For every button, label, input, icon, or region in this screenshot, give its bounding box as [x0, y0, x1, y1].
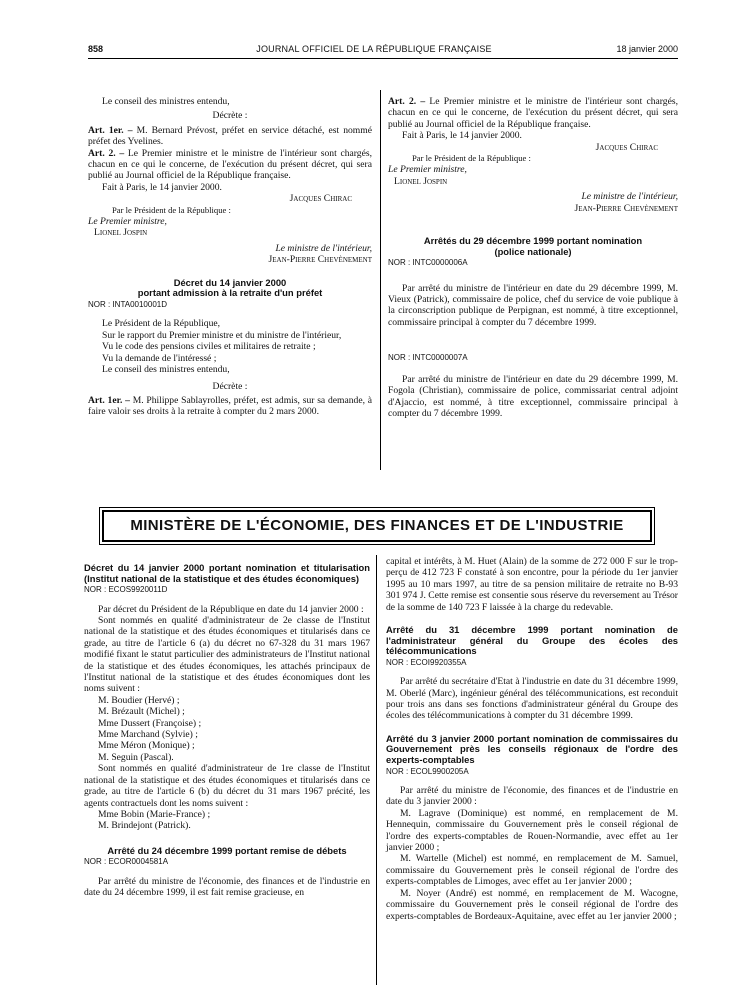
list-item: Mme Marchand (Sylvie) ; [98, 729, 198, 741]
fait-line: Fait à Paris, le 14 janvier 2000. [402, 130, 522, 142]
left-bottom-column [84, 563, 370, 899]
paragraph: Par arrêté du ministre de l'économie, des finances et de l'industrie en date du 24 décembre 1999, il est fait remise gracieuse, en [84, 875, 370, 899]
par-president: Par le Président de la République : [412, 153, 531, 164]
list-item: Mme Bobin (Marie-France) ; [98, 808, 211, 820]
nor-reference: NOR : ECOI9920355A [386, 657, 467, 667]
paragraph: M. Philippe Sablayrolles, préfet, est admis, sur sa demande, à faire valoir ses droits à la retraite à compter du 2 mars 2000. [88, 394, 372, 418]
names-list [84, 809, 370, 832]
paragraph: Le Président de la République, [102, 318, 221, 330]
list-item: M. Brézault (Michel) ; [98, 706, 185, 718]
column-divider-bottom [376, 555, 377, 985]
paragraph: M. Bernard Prévost, préfet en service détaché, est nommé préfet des Yvelines. [88, 124, 372, 148]
nor-reference: NOR : ECOS9920011D [84, 585, 168, 595]
paragraph: M. Lagrave (Dominique) est nommé, en remplacement de M. Hennequin, commissaire du Gouvernement près le conseil régional de l'ordre des experts-comptables de Rouen-Normandie, avec effet au 1er janvier 2000 ; [386, 807, 678, 854]
paragraph: Le Premier ministre et le ministre de l'intérieur sont chargés, chacun en ce qui le concerne, de l'exécution du présent décret, qui sera publié au Journal officiel de la République française. [388, 96, 678, 130]
ministre-interieur-name: Jean-Pierre Chevènement [574, 202, 678, 214]
names-list [84, 695, 370, 763]
arrete-title: Arrêté du 24 décembre 1999 portant remise de débets [107, 844, 347, 856]
article-label: Art. 1er. – [88, 394, 130, 406]
paragraph: capital et intérêts, à M. Huet (Alain) de la somme de 272 000 F sur le trop-perçu de 412 723 F constaté à son encontre, pour la période du 1er janvier 1995 au 10 mars 1997, au titre de sa pension militaire de retraite no B-93 301 974 J. Cette remise est consentie sous réserve du reversement au Trésor de la somme de 140 723 F laissée à la charge du redevable. [386, 556, 678, 613]
premier-ministre-name: Lionel Jospin [394, 175, 448, 187]
paragraph: M. Wartelle (Michel) est nommé, en remplacement de M. Samuel, commissaire du Gouvernement près le conseil régional de l'ordre des experts-comptables de Limoges, avec effet au 1er janvier 2000 ; [386, 853, 678, 888]
nor-reference: NOR : ECOL9900205A [386, 766, 469, 776]
decret-subtitle: portant admission à la retraite d'un préfet [137, 287, 323, 299]
premier-ministre-name: Lionel Jospin [94, 227, 148, 239]
right-top-column [388, 96, 678, 419]
paragraph: M. Noyer (André) est nommé, en remplacement de M. Wacogne, commissaire du Gouvernement près le conseil régional de l'ordre des experts-comptables de Bordeaux-Aquitaine, avec effet au 1er janvier 2000 ; [386, 887, 678, 922]
page-number: 858 [88, 44, 104, 54]
nor-reference: NOR : INTC0000006A [388, 258, 468, 268]
decret-title: Décret du 14 janvier 2000 [173, 276, 287, 288]
paragraph: Sont nommés en qualité d'administrateur de 2e classe de l'Institut national de la statistique et des études économiques et titularisés dans ce grade, au titre de l'article 6 (a) du décret no 67-328 du 31 mars 1967 modifié fixant le statut particulier des administrateurs de l'Institut national de la statistique et des études économiques, les attachés principaux de l'Institut national de la statistique et des études économiques dont les noms suivent : [84, 615, 370, 695]
signature-president: Jacques Chirac [595, 141, 658, 153]
right-bottom-column [386, 556, 678, 922]
list-item: Mme Dussert (Françoise) ; [98, 717, 202, 729]
decret-title: Décret du 14 janvier 2000 portant nomination et titularisation (Institut national de la statistique et des études économiques) [84, 562, 370, 584]
page-header [0, 0, 748, 60]
paragraph: Vu le code des pensions civiles et militaires de retraite ; [102, 341, 316, 353]
arrete-title: Arrêté du 3 janvier 2000 portant nomination de commissaires du Gouvernement près les conseils régionaux de l'ordre des experts-comptables [386, 732, 678, 766]
journal-title: JOURNAL OFFICIEL DE LA RÉPUBLIQUE FRANÇAISE [256, 44, 492, 54]
fait-line: Fait à Paris, le 14 janvier 2000. [102, 181, 222, 193]
ministre-interieur-name: Jean-Pierre Chevènement [268, 254, 372, 266]
par-president: Par le Président de la République : [112, 204, 231, 215]
paragraph: Sur le rapport du Premier ministre et du ministre de l'intérieur, [102, 329, 342, 341]
decrete-label: Décrète : [212, 381, 248, 393]
list-item: M. Boudier (Hervé) ; [98, 694, 180, 706]
arretes-subtitle: (police nationale) [494, 245, 572, 257]
article-label: Art. 2. – [88, 147, 125, 159]
paragraph: Sont nommés en qualité d'administrateur de 1re classe de l'Institut national de la statistique et des études économiques et titularisés dans ce grade, au titre de l'article 6 (b) du décret du 31 mars 1967 précité, les agents contractuels dont les noms suivent : [84, 763, 370, 809]
list-item: Mme Méron (Monique) ; [98, 740, 195, 752]
list-item: M. Seguin (Pascal). [98, 751, 174, 763]
nor-reference: NOR : INTA0010001D [88, 299, 167, 309]
nor-reference: NOR : ECOR0004581A [84, 857, 169, 867]
paragraph: Par arrêté du ministre de l'intérieur en date du 29 décembre 1999, M. Vieux (Patrick), commissaire de police, chef du service de voie publique à la circonscription publique de Perpignan, est nommé, à titre exceptionnel, commissaire principal à compter du 7 décembre 1999. [388, 282, 678, 328]
nor-reference: NOR : INTC0000007A [388, 353, 468, 363]
paragraph: Par arrêté du ministre de l'économie, des finances et de l'industrie en date du 3 janvier 2000 : [386, 785, 678, 808]
paragraph: Vu la demande de l'intéressé ; [102, 352, 217, 364]
header-date: 18 janvier 2000 [616, 44, 678, 54]
ministry-banner: MINISTÈRE DE L'ÉCONOMIE, DES FINANCES ET DE L'INDUSTRIE [102, 510, 652, 542]
paragraph: Le conseil des ministres entendu, [102, 96, 230, 107]
paragraph: Par décret du Président de la République en date du 14 janvier 2000 : [98, 603, 364, 615]
decrete-label: Décrète : [212, 110, 248, 122]
arretes-title: Arrêtés du 29 décembre 1999 portant nomination [423, 235, 643, 247]
paragraph: Le Premier ministre et le ministre de l'intérieur sont chargés, chacun en ce qui le concerne, de l'exécution du présent décret, qui sera publié au Journal officiel de la République française. [88, 147, 372, 182]
header-rule [88, 58, 678, 59]
premier-ministre-label: Le Premier ministre, [388, 164, 467, 176]
paragraph: Par arrêté du ministre de l'intérieur en date du 29 décembre 1999, M. Fogola (Christian), commissaire de police, commissariat central adjoint d'Ajaccio, est nommé, à titre exceptionnel, commissaire principal à compter du 7 décembre 1999. [388, 373, 678, 419]
ministre-interieur-label: Le ministre de l'intérieur, [581, 191, 678, 203]
article-label: Art. 2. – [388, 96, 426, 107]
arrete-title: Arrêté du 31 décembre 1999 portant nomination de l'administrateur général du Groupe des écoles des télécommunications [386, 624, 678, 657]
column-divider-top [380, 90, 381, 470]
paragraph: Par arrêté du secrétaire d'Etat à l'industrie en date du 31 décembre 1999, M. Oberlé (Marc), ingénieur général des télécommunications, est reconduit pour trois ans dans ses fonctions d'administrateur général du Groupe des écoles des télécommunications à compter du 31 décembre 1999. [386, 676, 678, 722]
ministre-interieur-label: Le ministre de l'intérieur, [275, 242, 372, 254]
article-label: Art. 1er. – [88, 124, 133, 136]
paragraph: Le conseil des ministres entendu, [102, 363, 230, 375]
signature-president: Jacques Chirac [289, 193, 352, 205]
list-item: M. Brindejont (Patrick). [98, 820, 191, 832]
left-top-column [88, 96, 372, 418]
premier-ministre-label: Le Premier ministre, [88, 216, 167, 228]
